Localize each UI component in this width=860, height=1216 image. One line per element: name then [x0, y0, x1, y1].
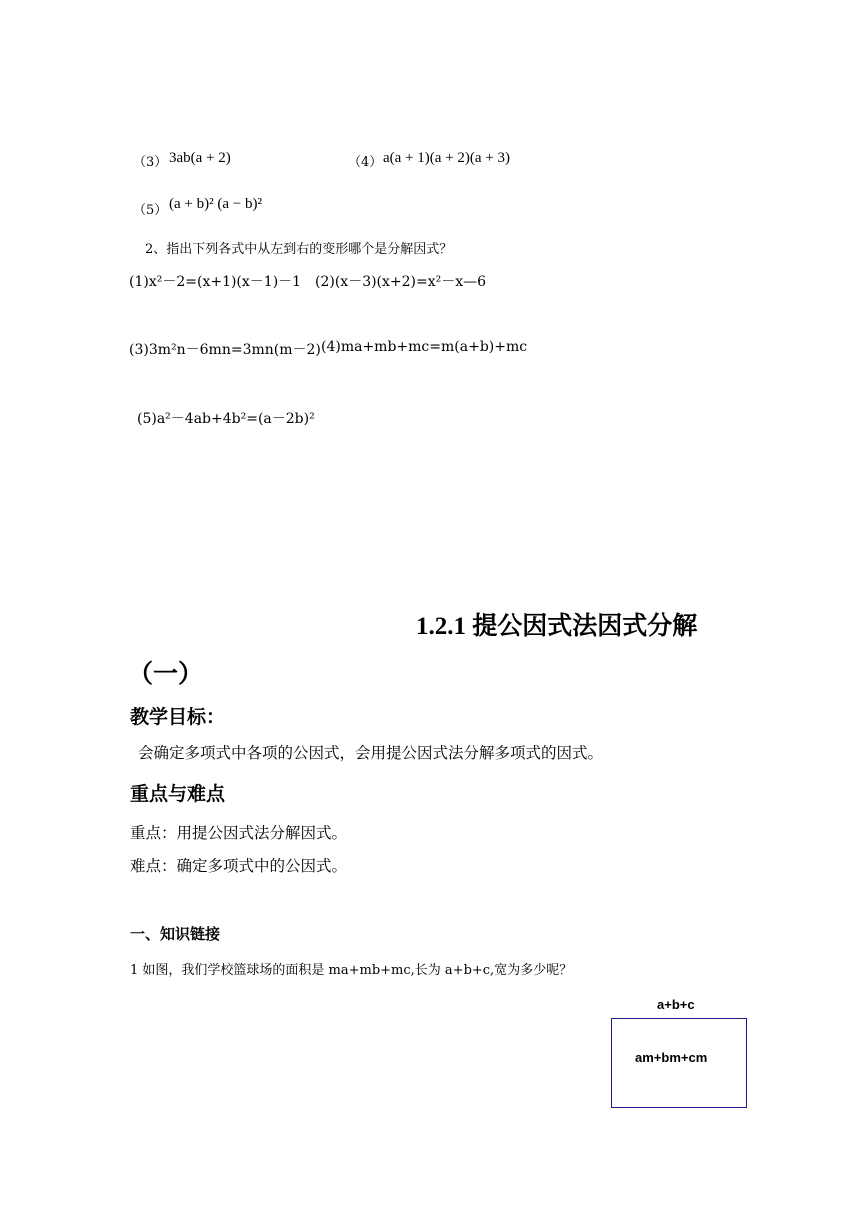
item5-number: （5）	[133, 203, 168, 218]
question2-item4: (4)ma+mb+mc=m(a+b)+mc	[321, 339, 528, 355]
item4-expression: a(a + 1)(a + 2)(a + 3)	[383, 150, 510, 166]
goal-text: 会确定多项式中各项的公因式，会用提公因式法分解多项式的因式。	[138, 744, 604, 762]
key-point: 重点：用提公因式法分解因式。	[130, 824, 348, 842]
lesson-title: 1.2.1 提公因式法因式分解	[416, 613, 698, 640]
question2-prompt: 2、指出下列各式中从左到右的变形哪个是分解因式？	[145, 242, 453, 257]
item3-expression: 3ab(a + 2)	[169, 150, 231, 166]
difficulty-point: 难点：确定多项式中的公因式。	[130, 857, 348, 875]
key-heading: 重点与难点	[130, 783, 226, 805]
question2-item2: (2)(x－3)(x+2)=x²－x—6	[315, 274, 487, 290]
diagram-top-label: a+b+c	[657, 997, 695, 1012]
question2-item3: (3)3m²n－6mn=3mn(m－2)	[129, 342, 321, 358]
problem1-text: 1 如图，我们学校篮球场的面积是 ma+mb+mc,长为 a+b+c,宽为多少呢？	[130, 963, 573, 978]
question2-item1: (1)x²－2=(x+1)(x－1)－1	[129, 274, 302, 290]
goal-heading: 教学目标：	[130, 706, 226, 728]
item5-expression: (a + b)² (a − b)²	[169, 196, 262, 212]
item3-number: （3）	[133, 155, 168, 170]
section1-heading: 一、知识链接	[130, 925, 221, 943]
item4-number: （4）	[348, 155, 383, 170]
question2-item5: (5)a²－4ab+4b²=(a－2b)²	[137, 411, 315, 427]
diagram-inner-label: am+bm+cm	[635, 1050, 708, 1065]
lesson-title-suffix: （一）	[128, 661, 204, 688]
